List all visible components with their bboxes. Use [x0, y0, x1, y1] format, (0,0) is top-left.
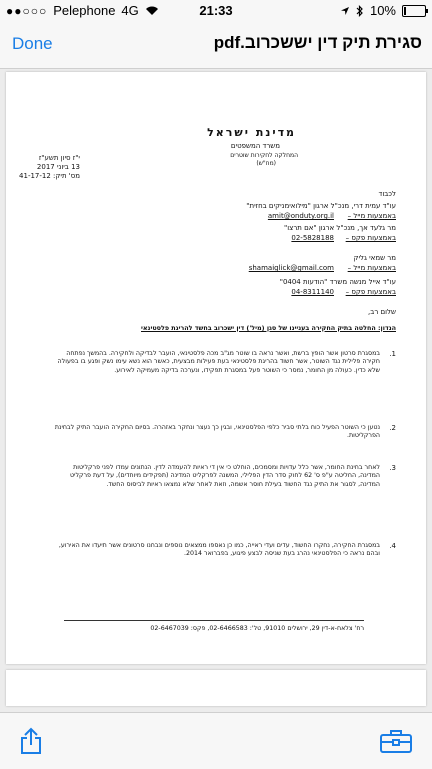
signal-strength-icon: ●●○○○	[6, 3, 48, 18]
unit-abbrev: (מח"ש)	[256, 160, 276, 167]
to-label: לכבוד	[378, 190, 396, 198]
case-number: מס' תיק: 41-17-12	[19, 172, 80, 180]
next-document-page[interactable]	[6, 670, 426, 706]
state-name: מדינת ישראל	[207, 126, 296, 139]
recipient-line: עו"ד אייל מנשה משרד "הודעות 0404"	[279, 278, 396, 286]
unit-name: המחלקה לחקירות שוטרים	[230, 152, 298, 159]
recipient-line: באמצעות פקס –	[345, 234, 396, 242]
paragraph	[50, 464, 396, 489]
paragraph	[50, 424, 396, 441]
document-title: סגירת תיק דין יששכרוב.pdf	[213, 33, 422, 52]
letter-date: 13 ביוני 2017	[36, 163, 80, 171]
status-bar	[0, 0, 432, 20]
network-type: 4G	[121, 3, 139, 18]
ministry-name: משרד המשפטים	[230, 142, 280, 150]
share-icon[interactable]	[20, 727, 42, 755]
battery-percent: 10%	[369, 3, 396, 18]
recipient-fax: 04-8311140	[291, 288, 334, 296]
document-page[interactable]	[6, 72, 426, 664]
paragraph-number: 1.	[389, 350, 396, 358]
battery-icon	[402, 5, 426, 17]
recipient-email[interactable]: amit@onduty.org.il	[267, 212, 334, 220]
hebrew-date: י"ז סיון תשע"ז	[38, 154, 80, 162]
done-button[interactable]: Done	[12, 34, 53, 53]
toolbox-icon[interactable]	[380, 729, 412, 753]
recipient-line: עו"ד עמית דרי, מנכ"ל ארגון "מילואימניקים בחזית"	[246, 202, 396, 210]
bottom-toolbar	[0, 712, 432, 769]
location-arrow-icon	[340, 6, 350, 16]
paragraph-text: במסגרת סרטון אשר הופץ ברשת, ואשר נראה בו שוטר מג"ב מכה פלסטינאי, הועבר לבדיקה ולחקירה. בהמשך נפתחה חקירה פלילית נגד השוטר, אשר חשוד בהריגת פלסטינאי בעת פעילות מבצעית, כאשר הוא נשא עימו נשק ופגע בו בפעולה שלא כדין. כעולה מן החומר, נמסר כי השוטר פעל במסגרת תפקידו, ונערכה בדיקה מעמיקה לאירוע.	[57, 350, 380, 374]
recipient-line: באמצעות מייל –	[347, 212, 396, 220]
greeting: שלום רב,	[368, 308, 396, 316]
paragraph	[50, 542, 396, 559]
paragraph-text: לאחר בחינת החומר, אשר כלל עדויות ומסמכים, הוחלט כי אין די ראיות להעמדה לדין. הנתונים עמדו לפני פרקליטות המדינה, החליטה ע"פ ס' 62 לחוק סדר הדין הפלילי, המשנה לפרקליט המדינה (תפקידים מיוחדים), על דעת פרקליט המדינה, לסגור את התיק נגד החשוד בעילת חוסר אשמה, וזאת לאחר שלא נמצאו ראיות לביסוס החשד.	[69, 464, 380, 488]
recipient-line: באמצעות פקס –	[345, 288, 396, 296]
navigation-bar	[0, 20, 432, 69]
paragraph-text: במסגרת החקירה, נחקרו החשוד, עדים ועדי ראייה, כמו כן נאספו ממצאים נוספים ונבחנו סרטונים אשר תיעדו את האירוע, ובהם נראה כי הפלסטינאי נהרג בעת שניסה לבצע פיגוע, בפברואר 2014.	[58, 542, 380, 558]
status-right	[340, 3, 426, 18]
recipient-line: מר שמאי גליק	[353, 254, 396, 262]
battery-fill	[404, 7, 406, 15]
recipient-email[interactable]: shamaiglick@gmail.com	[248, 264, 334, 272]
recipient-line: מר גלעד אך, מנכ"ל ארגון "אם תרצו"	[284, 224, 396, 232]
paragraph	[50, 350, 396, 375]
footer-contact: רח' צלאח-א-דין 29, ירושלים 91010, טל': 02-6466583, פקס: 02-6467039	[150, 625, 364, 632]
bluetooth-icon	[356, 5, 364, 17]
paragraph-number: 4.	[389, 542, 396, 550]
paragraph-number: 3.	[389, 464, 396, 472]
paragraph-text: נטען כי השוטר הפעיל כוח בלתי סביר כלפי הפלסטינאי, ובגין כך נעצר ונחקר באזהרה. בסיום החקירה הועבר התיק לבחינת הפרקליטות.	[54, 424, 380, 440]
paragraph-number: 2.	[389, 424, 396, 432]
recipient-line: באמצעות מייל –	[347, 264, 396, 272]
footer-divider	[64, 620, 364, 621]
recipient-fax: 02-5828188	[291, 234, 334, 242]
status-time: 21:33	[199, 3, 233, 18]
carrier-name: Pelephone	[53, 3, 116, 18]
subject-line: הנדון: החלטה בתיק החקירה בעניינו של סגן (מיל') דין ישכרוב בחשד להריגת פלסטינאי	[141, 324, 396, 332]
